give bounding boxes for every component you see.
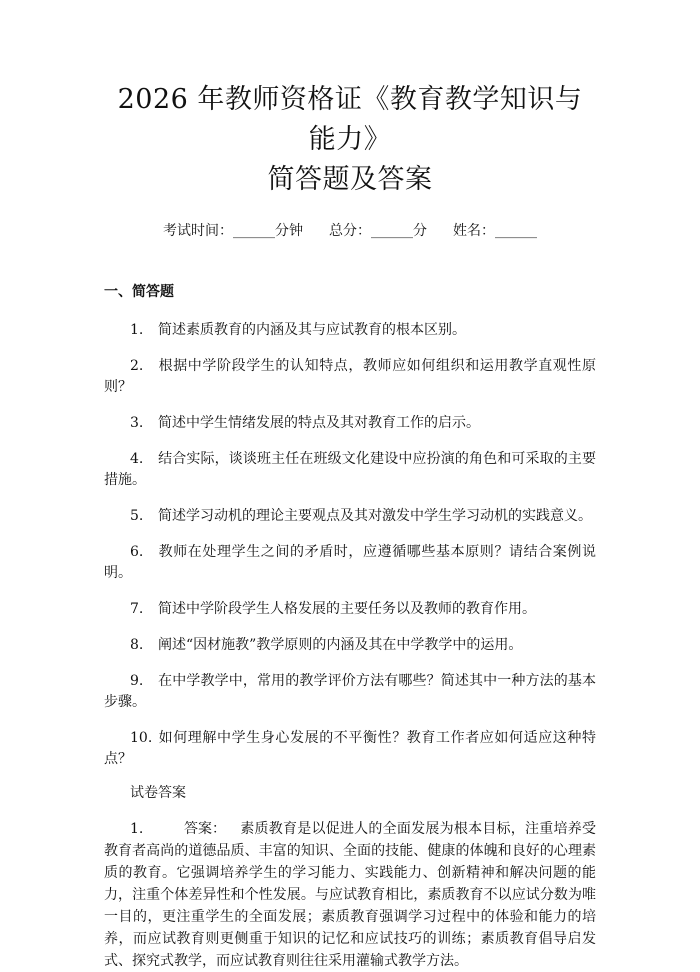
total-score-label: 总分：______分: [329, 223, 427, 239]
question-item: [104, 506, 596, 527]
question-text: 结合实际，谈谈班主任在班级文化建设中应扮演的角色和可采取的主要措施。: [104, 451, 596, 488]
question-item: [104, 449, 596, 491]
question-item: [104, 356, 596, 398]
question-item: [104, 413, 596, 434]
question-item: [104, 635, 596, 656]
question-text: 简述中学阶段学生人格发展的主要任务以及教师的教育作用。: [158, 601, 536, 617]
question-text: 如何理解中学生身心发展的不平衡性？教育工作者应如何适应这种特点？: [104, 730, 596, 767]
exam-meta: [104, 220, 596, 242]
question-list: [104, 320, 596, 770]
question-text: 简述中学生情绪发展的特点及其对教育工作的启示。: [158, 415, 480, 431]
question-number: 10.: [130, 730, 153, 746]
title-line-1: 2026 年教师资格证《教育教学知识与能力》: [117, 84, 583, 155]
question-number: 4.: [130, 451, 144, 467]
question-item: [104, 542, 596, 584]
document-title: [104, 80, 596, 200]
section-heading: 一、简答题: [104, 284, 174, 300]
question-item: [104, 320, 596, 341]
question-text: 简述素质教育的内涵及其与应试教育的根本区别。: [158, 322, 466, 338]
answer-number: 1.: [130, 821, 144, 837]
question-text: 在中学教学中，常用的教学评价方法有哪些？简述其中一种方法的基本步骤。: [104, 673, 596, 710]
student-name-label: 姓名：______: [453, 223, 537, 239]
question-number: 9.: [130, 673, 144, 689]
question-number: 6.: [130, 544, 144, 560]
question-text: 阐述“因材施教”教学原则的内涵及其在中学教学中的运用。: [158, 637, 523, 653]
question-text: 简述学习动机的理论主要观点及其对激发中学生学习动机的实践意义。: [158, 508, 592, 524]
question-number: 1.: [130, 322, 144, 338]
title-line-2: 简答题及答案: [267, 164, 433, 195]
question-item: [104, 599, 596, 620]
exam-time-label: 考试时间：______分钟: [163, 223, 303, 239]
answer-item: [104, 818, 596, 972]
question-number: 2.: [130, 358, 144, 374]
question-number: 5.: [130, 508, 144, 524]
question-text: 教师在处理学生之间的矛盾时，应遵循哪些基本原则？请结合案例说明。: [104, 544, 596, 581]
question-number: 7.: [130, 601, 144, 617]
question-number: 3.: [130, 415, 144, 431]
question-text: 根据中学阶段学生的认知特点，教师应如何组织和运用教学直观性原则？: [104, 358, 596, 395]
answer-text: 素质教育是以促进人的全面发展为根本目标，注重培养受教育者高尚的道德品质、丰富的知识、全面的技能、健康的体魄和良好的心理素质的教育。它强调培养学生的学习能力、实践能力、创新精神和解决问题的能力，注重个体差异性和个性发展。与应试教育相比，素质教育不以应试分数为唯一目的，更注重学生的全面发展；素质教育强调学习过程中的体验和能力的培养，而应试教育则更侧重于知识的记忆和应试技巧的训练；素质教育倡导启发式、探究式教学，而应试教育则往往采用灌输式教学方法。: [104, 821, 596, 969]
answer-label: 答案：: [184, 821, 226, 837]
question-item: [104, 728, 596, 770]
question-number: 8.: [130, 637, 144, 653]
question-item: [104, 671, 596, 713]
answers-heading: 试卷答案: [130, 785, 186, 801]
